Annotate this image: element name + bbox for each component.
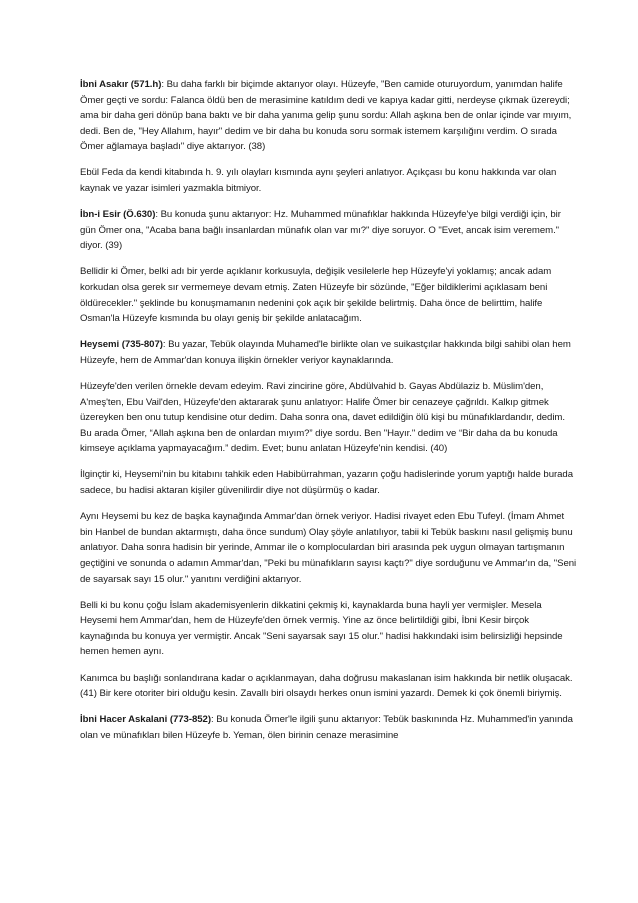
paragraph-ibni-hacer bbox=[80, 712, 578, 743]
paragraph-text: İlginçtir ki, Heysemi'nin bu kitabını tahkik eden Habibürrahman, yazarın çoğu hadislerinde yorum yaptığı halde burada sadece, bu hadisi aktaran kişiler güvenilirdir diye not düşürmüş o kadar. bbox=[80, 469, 573, 497]
author-heading: İbn-i Esir (Ö.630) bbox=[80, 209, 156, 221]
paragraph-text: Belli ki bu konu çoğu İslam akademisyenlerin dikkatini çekmiş ki, kaynaklarda buna hayli yer vermişler. Mesela Heysemi hem Ammar'dan, hem de Hüzeyfe'den örnek vermiş. Yine az önce belirtildiği gibi, İbni Kesir birçok kaynağında bu konuya yer vermiştir. Ancak "Seni sayarsak sayı 15 olur." hadisi hakkındaki isim belirsizliği hepsinde hemen hemen aynı. bbox=[80, 599, 563, 658]
paragraph-omer-huzeyfe bbox=[80, 264, 578, 326]
paragraph-text: Bellidir ki Ömer, belki adı bir yerde açıklanır korkusuyla, değişik vesilelerle hep Hüzeyfe'yi yoklamış; ancak adam korkudan olsa gerek sır vermemeye devam etmiş. Zaten Hüzeyfe bir sözünde, "Eğer bildiklerimi açıklasam beni öldürecekler." şeklinde bu konuşmamanın nedenini çok açık bir şekilde belirtmiş. Daha önce de belirttim, halife Osman'la Hüzeyfe kısmında bu olayı geniş bir şekilde anlatacağım. bbox=[80, 266, 552, 325]
paragraph-ibn-i-esir bbox=[80, 207, 578, 254]
paragraph-conclusion bbox=[80, 671, 578, 702]
paragraph-text: Kanımca bu başlığı sonlandırana kadar o açıklanmayan, daha doğrusu makaslanan isim hakkında bir netlik oluşacak. (41) Bir kere otoriter biri olduğu kesin. Zavallı biri olsaydı herkes onun ismini yazardı. Demek ki çok önemli biriymiş. bbox=[80, 672, 573, 700]
paragraph-huzeyfe-example bbox=[80, 379, 578, 457]
paragraph-ibni-asakir bbox=[80, 77, 578, 155]
paragraph-text: : Bu daha farklı bir biçimde aktarıyor olayı. Hüzeyfe, "Ben camide oturuyordum, yanımdan halife Ömer geçti ve sordu: Falanca öldü ben de merasimine katıldım dedi ve kapıya kadar gitti, nerdeyse çıkmak üzereydi; ama bir daha geri dönüp bana baktı ve bir daha yanıma gelip şunu sordu: Allah aşkına ben de onlar içinde var mıyım, dedi. Ben de, "Hey Allahım, hayır" dedim ve bir daha bu konuda soru sormak istemem karşılığını verdim. O sırada Ömer ağlamaya başladı" diye aktarıyor. (38) bbox=[80, 79, 572, 153]
author-heading: Heysemi (735-807) bbox=[80, 339, 163, 351]
author-heading: İbni Asakır (571.h) bbox=[80, 79, 162, 90]
paragraph-text: Aynı Heysemi bu kez de başka kaynağında Ammar'dan örnek veriyor. Hadisi rivayet eden Ebu Tufeyl. (İmam Ahmet bin Hanbel de bundan aktarmıştı, daha önce sundum) Olay şöyle anlatılıyor, tabii ki Tebük baskını nasıl gelişmiş bunu anlatıyor. Daha sonra hadisin bir yerinde, Ammar ile o komploculardan biri arasında pek uygun olmayan tartışmanın geçtiğini ve sonunda o adamın Ammar'dan, "Peki bu münafıkların sayısı kaçtı?" diye sorduğunu ve Ammar'ın da, "Seni de sayarsak sayı 15 olur." yanıtını verdiğini aktarıyor. bbox=[80, 511, 577, 585]
paragraph-text: : Bu konuda şunu aktarıyor: Hz. Muhammed münafıklar hakkında Hüzeyfe'ye bilgi verdiği için, bir gün Ömer ona, "Acaba bana bağlı insanlardan münafık olan var mı?" diye soruyor. O "Evet, ancak isim veremem." diyor. (39) bbox=[80, 209, 561, 252]
paragraph-text: Ebül Feda da kendi kitabında h. 9. yılı olayları kısmında aynı şeyleri anlatıyor. Açıkçası bu konu hakkında var olan kaynak ve yazar isimleri yazmakla bitmiyor. bbox=[80, 167, 557, 195]
paragraph-academics bbox=[80, 598, 578, 660]
paragraph-text: : Bu yazar, Tebük olayında Muhamed'le birlikte olan ve suikastçılar hakkında bilgi sahibi olan hem Hüzeyfe, hem de Ammar'dan konuya ilişkin örnekler veriyor kaynaklarında. bbox=[80, 339, 571, 366]
paragraph-heysemi bbox=[80, 337, 578, 368]
paragraph-text: : Bu konuda Ömer'le ilgili şunu aktarıyor: Tebük baskınında Hz. Muhammed'in yanında olan ve münafıkları bilen Hüzeyfe b. Yeman, ölen birinin cenaze merasimine bbox=[80, 714, 573, 741]
paragraph-text: Hüzeyfe'den verilen örnekle devam edeyim. Ravi zincirine göre, Abdülvahid b. Gayas Abdülaziz b. Müslim'den, A'meş'ten, Ebu Vail'den, Hüzeyfe'den aktararak şunu anlatıyor: Halife Ömer bir cenazeye çağrıldı. Kalkıp gitmek üzereyken ben onu tutup kendisine otur dedim. Daha sonra ona, davet edildiğin ölü kişi bu münafıklardandır, dedim. Bu arada Ömer, “Allah aşkına ben de onlardan mıyım?” diye sordu. Ben "Hayır." dedim ve “Bir daha da bu konuda kimseye açıklama yapmayacağım.” dedim. Evet; bunu anlatan Hüzeyfe'nin kendisi. (40) bbox=[80, 381, 565, 455]
paragraph-ebul-feda bbox=[80, 165, 578, 196]
paragraph-habiburrahman bbox=[80, 467, 578, 498]
author-heading: İbni Hacer Askalani (773-852) bbox=[80, 714, 211, 726]
paragraph-ammar-example bbox=[80, 509, 578, 587]
